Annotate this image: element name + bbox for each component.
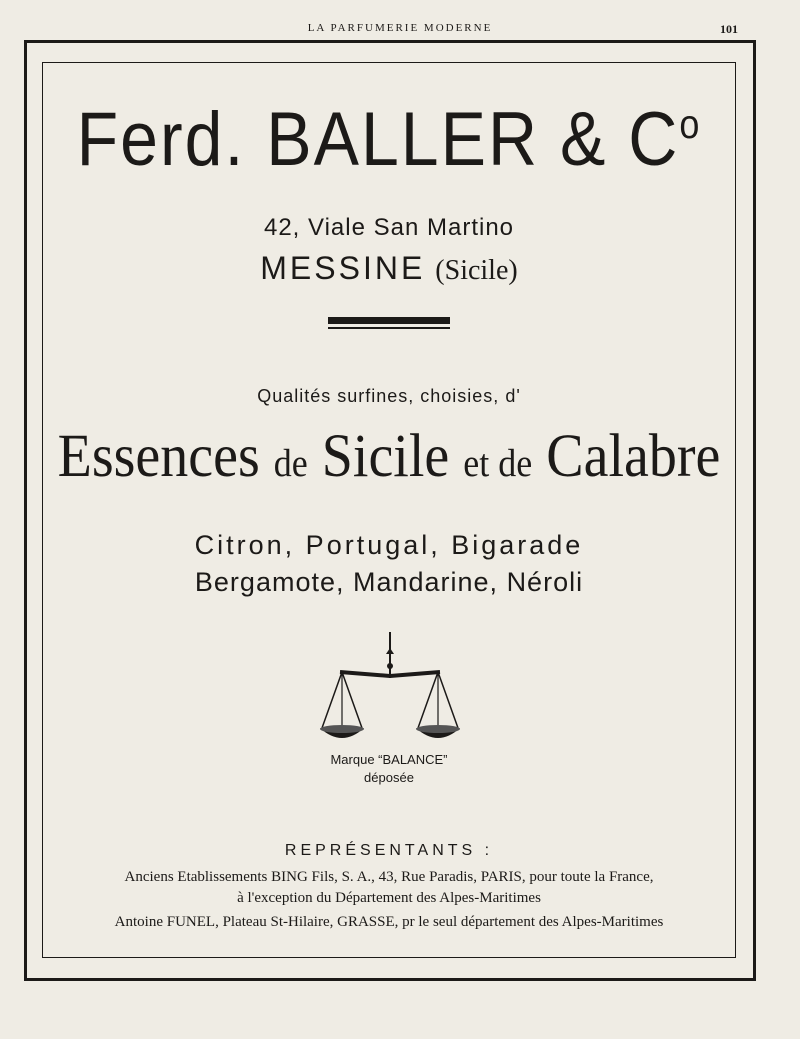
trademark-line-1: Marque “BALANCE”: [330, 752, 448, 767]
street-address: 42, Viale San Martino: [263, 214, 515, 241]
product-word-2: de: [273, 440, 308, 485]
running-head: [0, 22, 800, 42]
representative-1-line-1: Anciens Etablissements BING Fils, S. A., 43, Rue Paradis, PARIS, pour toute la France,: [124, 869, 654, 885]
varieties-line-1: Citron, Portugal, Bigarade: [194, 530, 584, 560]
company-suffix: o: [679, 100, 702, 147]
page-number: 101: [720, 22, 738, 36]
product-word-5: Calabre: [546, 421, 721, 491]
representative-1-line-2: à l'exception du Département des Alpes-Maritimes: [237, 890, 541, 906]
divider-rule: [328, 317, 450, 324]
varieties-line-2: Bergamote, Mandarine, Néroli: [194, 567, 584, 597]
representatives-heading: REPRÉSENTANTS :: [284, 842, 494, 859]
inner-border: [42, 62, 736, 958]
product-headline: [42, 421, 736, 491]
qualities-line: Qualités surfines, choisies, d': [257, 386, 521, 406]
journal-title: LA PARFUMERIE MODERNE: [307, 22, 493, 34]
product-word-1: Essences: [57, 421, 260, 491]
trademark-note: [42, 751, 736, 787]
city-name: MESSINE: [260, 250, 426, 286]
product-word-4: et de: [463, 440, 533, 485]
balance-scale-icon: [310, 630, 470, 750]
region-name: (Sicile): [435, 255, 518, 286]
company-name: [42, 96, 736, 182]
representative-2-line: Antoine FUNEL, Plateau St-Hilaire, GRASSE, pr le seul département des Alpes-Maritimes: [114, 914, 664, 930]
company-name-text: Ferd. BALLER & C: [76, 96, 680, 182]
divider-rule-thin: [328, 327, 450, 329]
trademark-line-2: déposée: [364, 770, 414, 785]
city-line: [42, 250, 736, 287]
product-word-3: Sicile: [321, 421, 450, 491]
